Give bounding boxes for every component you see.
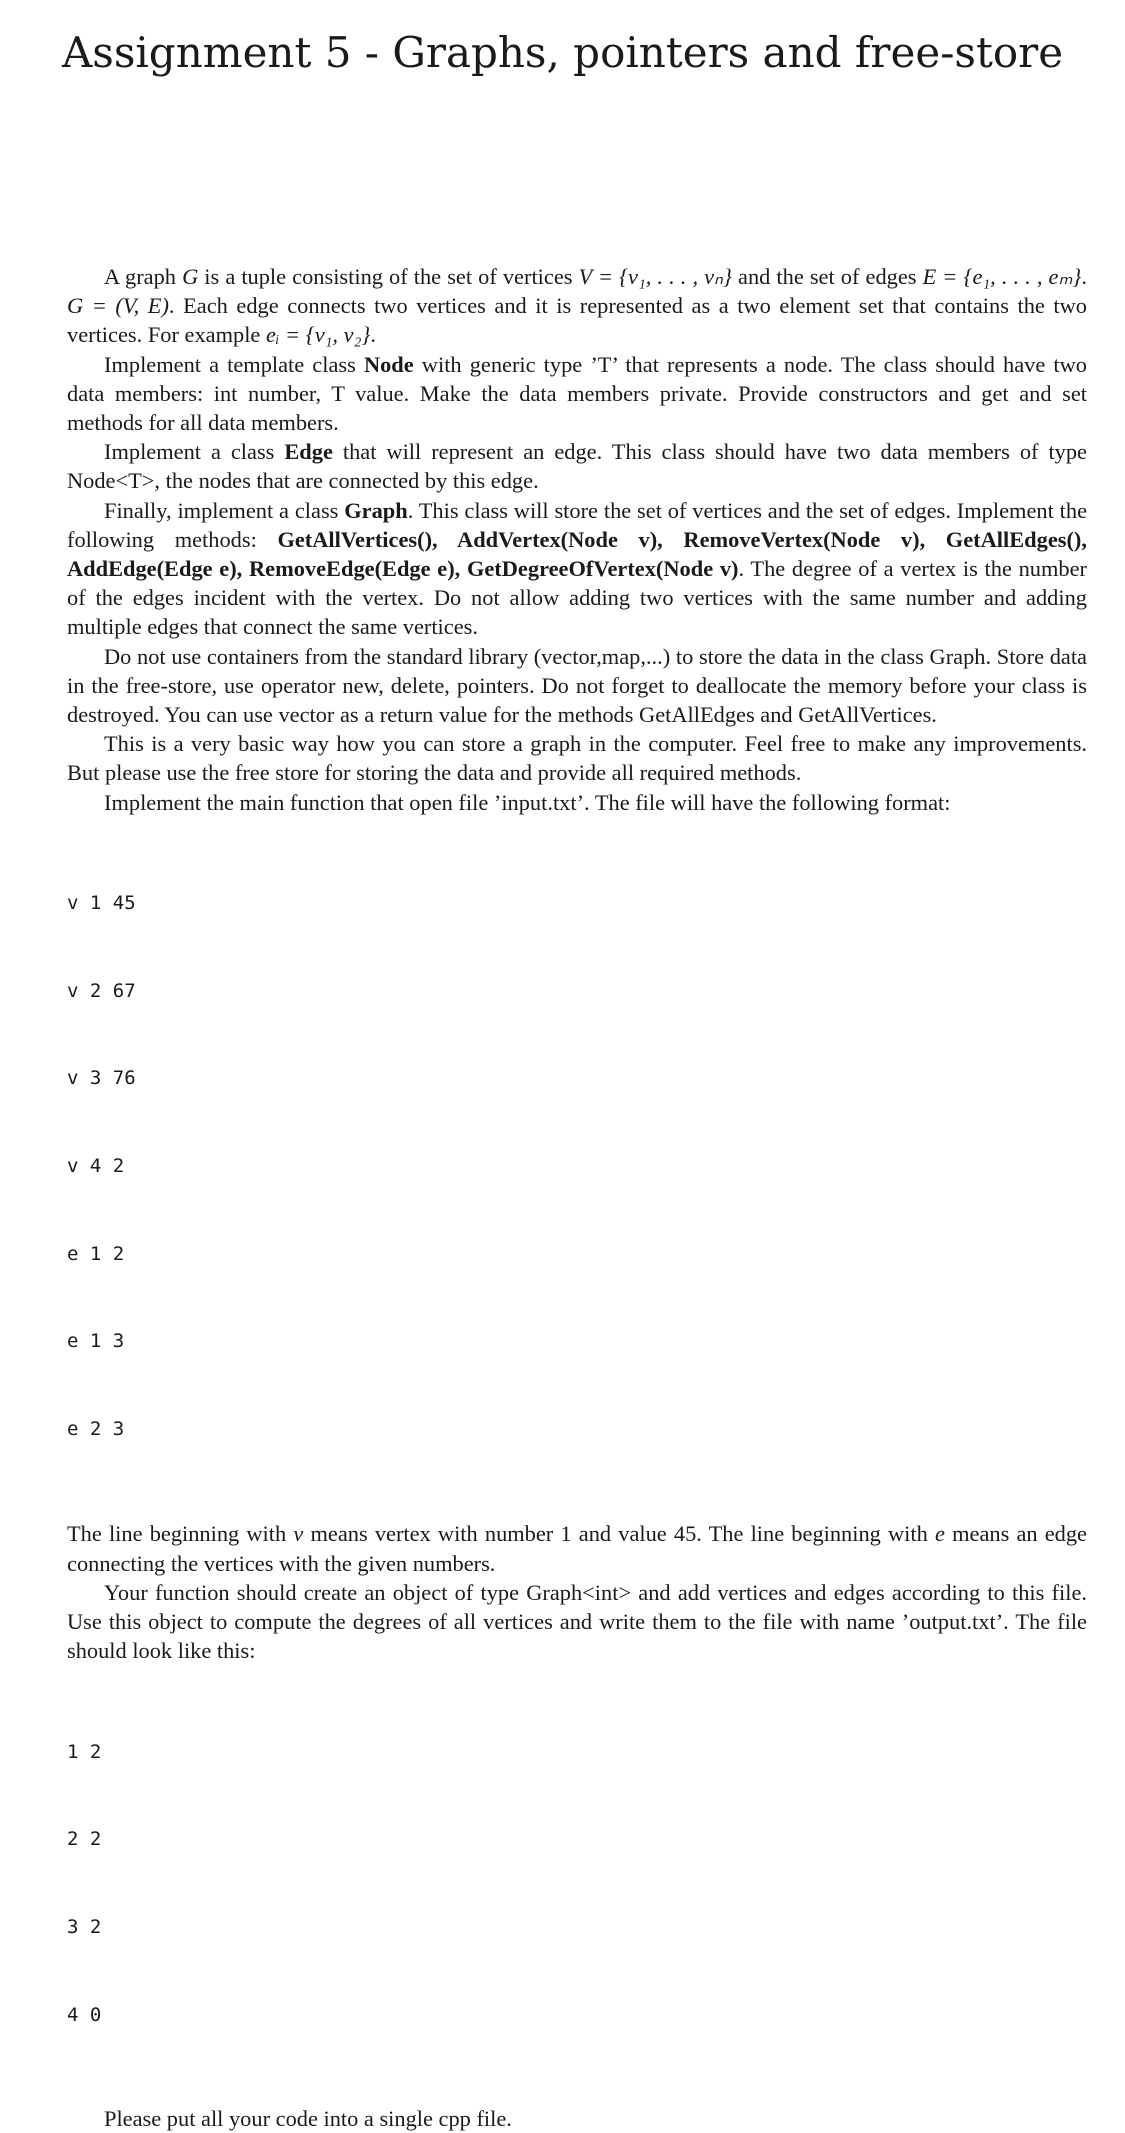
input-line: v 3 76 bbox=[67, 1067, 136, 1090]
math-vertex-set: V = {v₁, . . . , vₙ} bbox=[578, 264, 732, 289]
graph-paragraph: Finally, implement a class Graph. This class will store the set of vertices and the set of edges. Implement the following methods: GetAllVertices(), AddVertex(Node v), RemoveVertex(Node v), GetAllEdges(), AddEdge(Edge e), RemoveEdge(Edge e), GetDegreeOfVertex(Node v). The degree of a vertex is the number of the edges incident with the vertex. Do not allow adding two vertices with the same number and adding multiple edges that connect the same vertices. bbox=[67, 497, 1088, 640]
output-paragraph: Your function should create an object of type Graph<int> and add vertices and edges according to this file. Use this object to compute the degrees of all vertices and write them to the file with name ’output.txt’. The file should look like this: bbox=[67, 1579, 1087, 1664]
containers-paragraph: Do not use containers from the standard library (vector,map,...) to store the data in the class Graph. Store data in the free-store, use operator new, delete, pointers. Do not forget to deallocate the memory before your class is destroyed. You can use vector as a return value for the methods GetAllEdges and GetAllVertices. bbox=[67, 643, 1087, 728]
graph-class-name: Graph bbox=[344, 497, 408, 523]
output-line: 4 0 bbox=[67, 2003, 102, 2026]
math-example-edge: eᵢ = {v₁, v₂} bbox=[265, 322, 371, 348]
edge-paragraph: Implement a class Edge that will represent an edge. This class should have two data members of type Node<T>, the nodes that are connected by this edge. bbox=[67, 439, 1087, 494]
math-G: G bbox=[182, 264, 199, 289]
input-line: e 1 3 bbox=[67, 1330, 125, 1353]
input-line: v 2 67 bbox=[67, 979, 136, 1002]
intro-paragraph: A graph G is a tuple consisting of the set of vertices V = {v₁, . . . , vₙ} and the set of edges E = {e₁, . . . , eₘ}. G = (V, E). Each edge connects two vertices and it is represented as a two element set that contains the two vertices. For example eᵢ = {v₁, v₂}. bbox=[67, 264, 1087, 348]
math-v: v bbox=[293, 1521, 304, 1547]
edge-class-name: Edge bbox=[284, 439, 333, 465]
output-line: 3 2 bbox=[67, 1916, 102, 1939]
output-line: 1 2 bbox=[67, 1740, 102, 1763]
basic-paragraph: This is a very basic way how you can store a graph in the computer. Feel free to make any improvements. But please use the free store for storing the data and provide all required methods. bbox=[67, 731, 1087, 786]
node-paragraph: Implement a template class Node with generic type ’T’ that represents a node. The class should have two data members: int number, T value. Make the data members private. Provide constructors and get and set methods for all data members. bbox=[67, 351, 1087, 436]
document-body bbox=[67, 262, 1087, 2133]
explain-paragraph: The line beginning with v means vertex with number 1 and value 45. The line beginning with e means an edge connecting the vertices with the given numbers. bbox=[67, 1521, 1087, 1576]
math-edge-set: E = {e₁, . . . , eₘ} bbox=[922, 264, 1082, 289]
main-paragraph: Implement the main function that open file ’input.txt’. The file will have the following format: bbox=[104, 789, 951, 815]
input-line: e 1 2 bbox=[67, 1242, 125, 1265]
output-line: 2 2 bbox=[67, 1828, 102, 1851]
input-file-example bbox=[67, 831, 1087, 1503]
page-title: Assignment 5 - Graphs, pointers and free-store bbox=[61, 28, 1064, 77]
math-e: e bbox=[934, 1521, 945, 1547]
input-line: v 1 45 bbox=[67, 892, 136, 915]
final-paragraph: Please put all your code into a single cpp file. bbox=[104, 2106, 512, 2132]
input-line: v 4 2 bbox=[67, 1155, 125, 1178]
graph-methods-list: GetAllVertices(), AddVertex(Node v), RemoveVertex(Node v), GetAllEdges(), AddEdge(Edge e), RemoveEdge(Edge e), GetDegreeOfVertex(Node v) bbox=[67, 526, 1087, 582]
input-line: e 2 3 bbox=[67, 1417, 125, 1440]
output-file-example bbox=[67, 1679, 1087, 2088]
node-class-name: Node bbox=[363, 351, 414, 377]
math-graph-tuple: G = (V, E) bbox=[67, 293, 169, 319]
